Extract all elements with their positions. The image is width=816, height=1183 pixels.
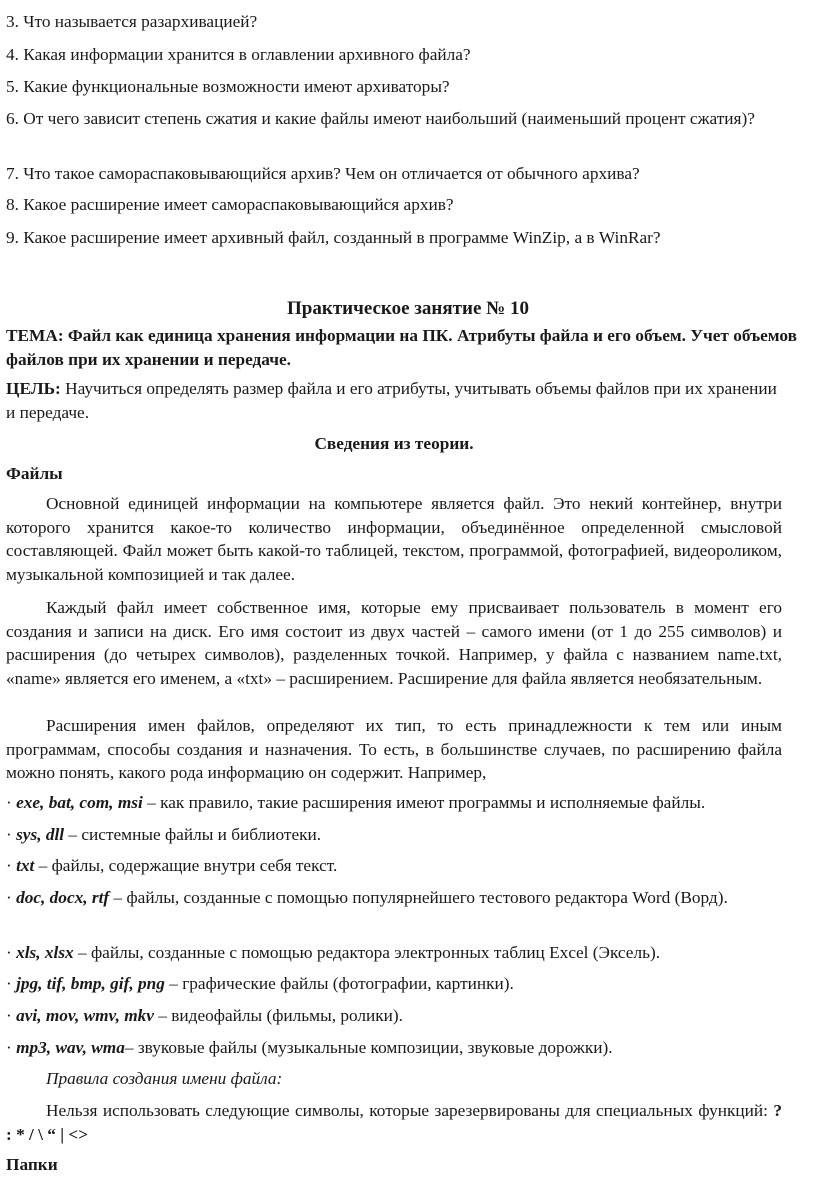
bullet-mark: ·	[6, 1006, 17, 1025]
question-9: 9. Какое расширение имеет архивный файл, созданный в программе WinZip, а в WinRar?	[6, 228, 661, 247]
extension-names: doc, docx, rtf	[16, 888, 110, 907]
topic-line	[6, 324, 806, 371]
extension-names: xls, xlsx	[16, 943, 74, 962]
extension-description: – файлы, созданные с помощью популярнейшего тестового редактора Word (Ворд).	[109, 888, 728, 907]
question-6: 6. От чего зависит степень сжатия и какие файлы имеют наибольший (наименьший процент сжатия)?	[6, 109, 755, 128]
list-item	[6, 941, 782, 965]
bullet-mark: ·	[6, 943, 17, 962]
paragraph-file-name: Каждый файл имеет собственное имя, которые ему присваивает пользователь в момент его создания и записи на диск. Его имя состоит из двух частей – самого имени (от 1 до 255 символов) и расширения (до четырех символов), разделенных точкой. Например, у файла с названием name.txt, «name» является его именем, а «txt» – расширением. Расширение для файла является необязательным.	[6, 598, 782, 688]
forbidden-chars: ? : * / \ “ | <>	[6, 1101, 782, 1144]
bullet-mark: ·	[6, 856, 17, 875]
extension-description: – системные файлы и библиотеки.	[64, 825, 322, 844]
extension-names: sys, dll	[16, 825, 65, 844]
extension-description: – графические файлы (фотографии, картинки).	[164, 974, 514, 993]
list-item	[6, 854, 782, 878]
extension-names: avi, mov, wmv, mkv	[16, 1006, 154, 1025]
paragraph-files-intro: Основной единицей информации на компьютере является файл. Это некий контейнер, внутри которого хранится какое-то количество информации, объединённое определенной смысловой составляющей. Файл может быть какой-то таблицей, текстом, программой, фотографией, видеороликом, музыкальной композицией и так далее.	[6, 494, 782, 584]
question-3: 3. Что называется разархивацией?	[6, 12, 258, 31]
question-5: 5. Какие функциональные возможности имеют архиваторы?	[6, 77, 450, 96]
forbidden-text: Нельзя использовать следующие символы, которые зарезервированы для специальных функций:	[46, 1101, 774, 1120]
paragraph-extensions: Расширения имен файлов, определяют их тип, то есть принадлежности к тем или иным программам, способы создания и назначения. То есть, в большинстве случаев, по расширению файла можно понять, какого рода информацию он содержит. Например,	[6, 716, 782, 782]
extension-description: – как правило, такие расширения имеют программы и исполняемые файлы.	[142, 793, 706, 812]
files-heading: Файлы	[6, 464, 63, 483]
goal-label: ЦЕЛЬ:	[6, 379, 61, 398]
list-item	[6, 886, 782, 910]
question-8: 8. Какое расширение имеет самораспаковывающийся архив?	[6, 195, 454, 214]
naming-rules-heading: Правила создания имени файла:	[46, 1069, 283, 1088]
goal-line	[6, 377, 782, 424]
extension-names: exe, bat, com, msi	[16, 793, 143, 812]
extension-names: jpg, tif, bmp, gif, png	[16, 974, 165, 993]
list-item	[6, 1004, 782, 1028]
theory-heading: Сведения из теории.	[314, 434, 474, 453]
extension-description: – звуковые файлы (музыкальные композиции, звуковые дорожки).	[124, 1038, 613, 1057]
extension-description: – видеофайлы (фильмы, ролики).	[153, 1006, 403, 1025]
topic-label: ТЕМА:	[6, 326, 64, 345]
list-item	[6, 972, 782, 996]
folders-heading: Папки	[6, 1155, 58, 1174]
question-4: 4. Какая информации хранится в оглавлении архивного файла?	[6, 45, 471, 64]
list-item	[6, 1036, 782, 1060]
bullet-mark: ·	[6, 825, 17, 844]
list-item	[6, 791, 782, 815]
bullet-mark: ·	[6, 1038, 17, 1057]
question-7: 7. Что такое самораспаковывающийся архив? Чем он отличается от обычного архива?	[6, 164, 640, 183]
extension-names: mp3, wav, wma	[16, 1038, 125, 1057]
forbidden-characters-paragraph	[6, 1099, 782, 1146]
bullet-mark: ·	[6, 793, 17, 812]
list-item	[6, 823, 782, 847]
lesson-title: Практическое занятие № 10	[287, 298, 529, 319]
bullet-mark: ·	[6, 888, 17, 907]
topic-text: Файл как единица хранения информации на ПК. Атрибуты файла и его объем. Учет объемов файлов при их хранении и передаче.	[6, 326, 797, 369]
extension-description: – файлы, созданные с помощью редактора электронных таблиц Excel (Эксель).	[73, 943, 661, 962]
goal-text: Научиться определять размер файла и его атрибуты, учитывать объемы файлов при их хранении и передаче.	[6, 379, 777, 422]
extension-description: – файлы, содержащие внутри себя текст.	[34, 856, 338, 875]
extension-names: txt	[16, 856, 35, 875]
bullet-mark: ·	[6, 974, 17, 993]
